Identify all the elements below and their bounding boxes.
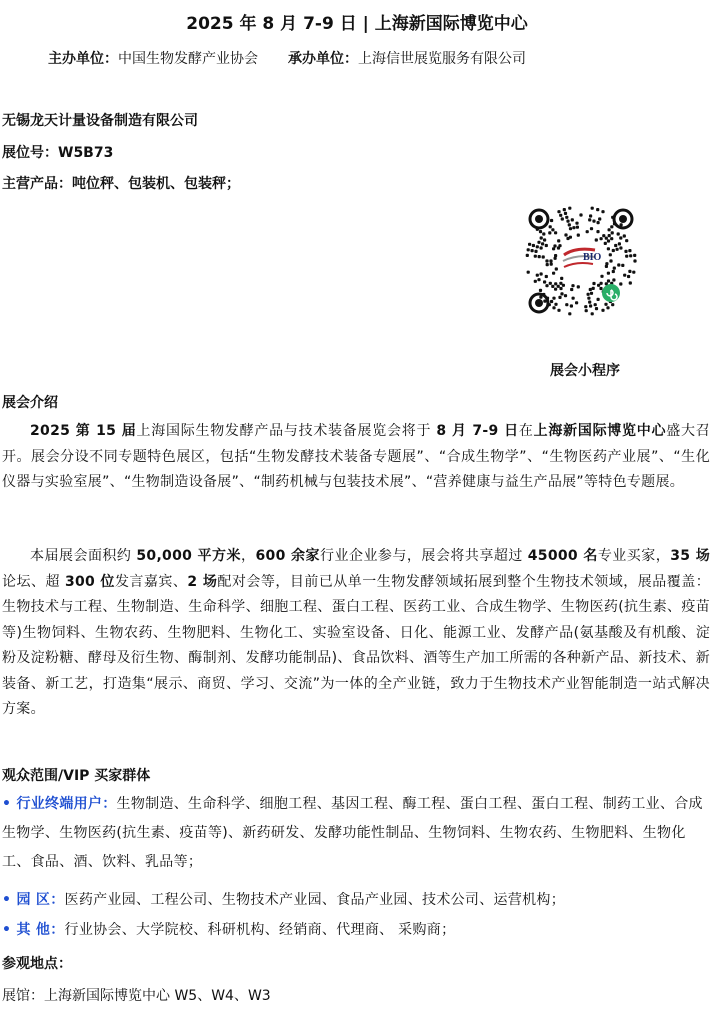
- products-value: 吨位秤、包装机、包装秤；: [72, 176, 240, 192]
- mini-program-qr-code[interactable]: [525, 205, 637, 317]
- text-run: 论坛、超: [2, 573, 65, 590]
- intro-paragraph-2: [2, 544, 710, 723]
- text-run: 600 余家: [255, 548, 320, 564]
- audience-item-parks: • 园 区：医药产业园、工程公司、生物技术产业园、食品产业园、技术公司、运营机构；: [2, 892, 566, 908]
- audience-item-label: 园 区：: [16, 892, 65, 908]
- text-run: 盛大召开。展会分设不同专题特色展区，包括“生物发酵技术装备专题展”、“合成生物学”、“生物医药产业展”、“生化仪器与实验室展”、“生物制造设备展”、“制药机械与包装技术展”、“营养健康与益生产品展”等特色专题展。: [2, 423, 710, 490]
- text-run: ，: [241, 548, 256, 564]
- text-run: 35 场: [670, 548, 710, 564]
- venue-value: 展馆：上海新国际博览中心 W5、W4、W3: [2, 988, 271, 1004]
- text-run: 行业企业参与，展会将共享超过: [319, 548, 528, 564]
- text-run: 上海国际生物发酵产品与技术装备展览会将于: [136, 423, 437, 439]
- audience-item-value: 行业协会、大学院校、科研机构、经销商、代理商、 采购商；: [64, 922, 456, 938]
- text-run: 本届展会面积约: [30, 548, 137, 564]
- audience-item-label: 行业终端用户：: [16, 796, 117, 812]
- audience-item-end-users: • 行业终端用户：生物制造、生命科学、细胞工程、基因工程、酶工程、蛋白工程、蛋白工程、制药工业、合成生物学、生物医药(抗生素、疫苗等)、新药研发、发酵功能性制品、生物饲料、生物农药、生物肥料、生物化工、食品、酒、饮料、乳品等；: [2, 796, 703, 870]
- audience-item-value: 医药产业园、工程公司、生物技术产业园、食品产业园、技术公司、运营机构；: [64, 892, 566, 908]
- audience-heading: 观众范围/VIP 买家群体: [2, 768, 151, 784]
- text-run: 2 场: [187, 573, 218, 590]
- text-run: 2025 第 15 届: [30, 423, 137, 439]
- page-title: 2025 年 8 月 7-9 日 | 上海新国际博览中心: [186, 14, 528, 34]
- qr-caption: 展会小程序: [550, 363, 620, 379]
- audience-item-value: 生物制造、生命科学、细胞工程、基因工程、酶工程、蛋白工程、蛋白工程、制药工业、合成生物学、生物医药(抗生素、疫苗等)、新药研发、发酵功能性制品、生物饲料、生物农药、生物肥料、生物化工、食品、酒、饮料、乳品等；: [2, 796, 703, 870]
- text-run: 配对会等，目前已从单一生物发酵领域拓展到整个生物技术领域，展品覆盖：生物技术与工程、生物制造、生命科学、细胞工程、蛋白工程、医药工业、合成生物学、生物医药(抗生素、疫苗等)生物饲料、生物农药、生物肥料、生物化工、实验室设备、日化、能源工业、发酵产品(氨基酸及有机酸、淀粉及淀粉糖、酵母及衍生物、酶制剂、发酵功能制品)、食品饮料、酒等生产加工所需的各种新产品、新技术、新装备、新工艺，打造集“展示、商贸、学习、交流”为一体的全产业链，致力于生物技术产业智能制造一站式解决方案。: [2, 573, 711, 717]
- venue-heading: 参观地点：: [2, 956, 72, 972]
- text-run: 8 月 7-9 日: [436, 423, 519, 439]
- booth-number: 展位号：W5B73: [2, 145, 114, 161]
- audience-item-others: • 其 他：行业协会、大学院校、科研机构、经销商、代理商、 采购商；: [2, 922, 456, 938]
- company-name: 无锡龙天计量设备制造有限公司: [2, 113, 198, 129]
- audience-item-label: 其 他：: [16, 922, 65, 938]
- host-value: 中国生物发酵产业协会: [118, 51, 258, 67]
- bio-logo-text: BIO: [583, 252, 602, 263]
- text-run: 45000 名: [527, 548, 598, 564]
- products-label: 主营产品：: [2, 176, 72, 192]
- text-run: 发言嘉宾、: [114, 573, 188, 590]
- text-run: 上海新国际博览中心: [533, 423, 667, 439]
- organizers-line: [48, 48, 526, 68]
- main-products: [2, 173, 240, 193]
- host-label: 主办单位：: [48, 51, 118, 67]
- text-run: 在: [518, 423, 534, 439]
- text-run: 50,000 平方米: [136, 548, 242, 564]
- organizer-value: 上海信世展览服务有限公司: [358, 51, 526, 67]
- text-run: 300 位: [64, 573, 115, 590]
- intro-paragraph-1: [2, 419, 710, 496]
- organizer-label: 承办单位：: [288, 51, 358, 67]
- intro-heading: 展会介绍: [2, 395, 58, 411]
- text-run: 专业买家，: [597, 548, 671, 564]
